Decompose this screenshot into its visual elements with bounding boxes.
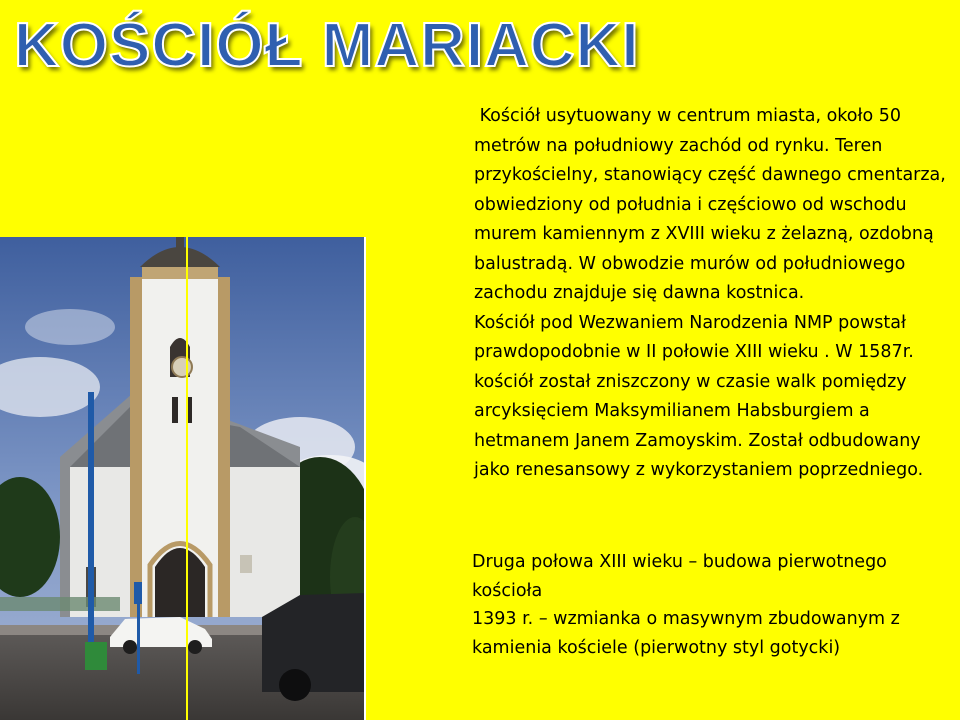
timeline-text xyxy=(472,548,946,662)
church-photo xyxy=(0,237,366,720)
description-text xyxy=(474,102,952,486)
timeline-entry: Druga połowa XIII wieku – budowa pierwotnego kościoła xyxy=(472,552,887,601)
timeline-entry: 1393 r. – wzmianka o masywnym zbudowanym z kamienia kościele (pierwotny styl gotycki) xyxy=(472,609,900,658)
church-photo-illustration xyxy=(0,237,366,720)
description-paragraph-location: Kościół usytuowany w centrum miasta, około 50 metrów na południowy zachód od rynku. Teren przykościelny, stanowiący część dawnego cmentarza, obwiedziony od południa i częściowo od wschodu murem kamiennym z XVIII wieku z żelazną, ozdobną balustradą. W obwodzie murów od południowego zachodu znajduje się dawna kostnica. xyxy=(474,106,952,303)
slide-title: KOŚCIÓŁ MARIACKI xyxy=(14,11,640,80)
description-paragraph-history: Kościół pod Wezwaniem Narodzenia NMP powstał prawdopodobnie w II połowie XIII wieku . W 1587r. kościół został zniszczony w czasie walk pomiędzy arcyksięciem Maksymilianem Habsburgiem a hetmanem Janem Zamoyskim. Został odbudowany jako renesansowy z wykorzystaniem poprzedniego. xyxy=(474,312,924,480)
